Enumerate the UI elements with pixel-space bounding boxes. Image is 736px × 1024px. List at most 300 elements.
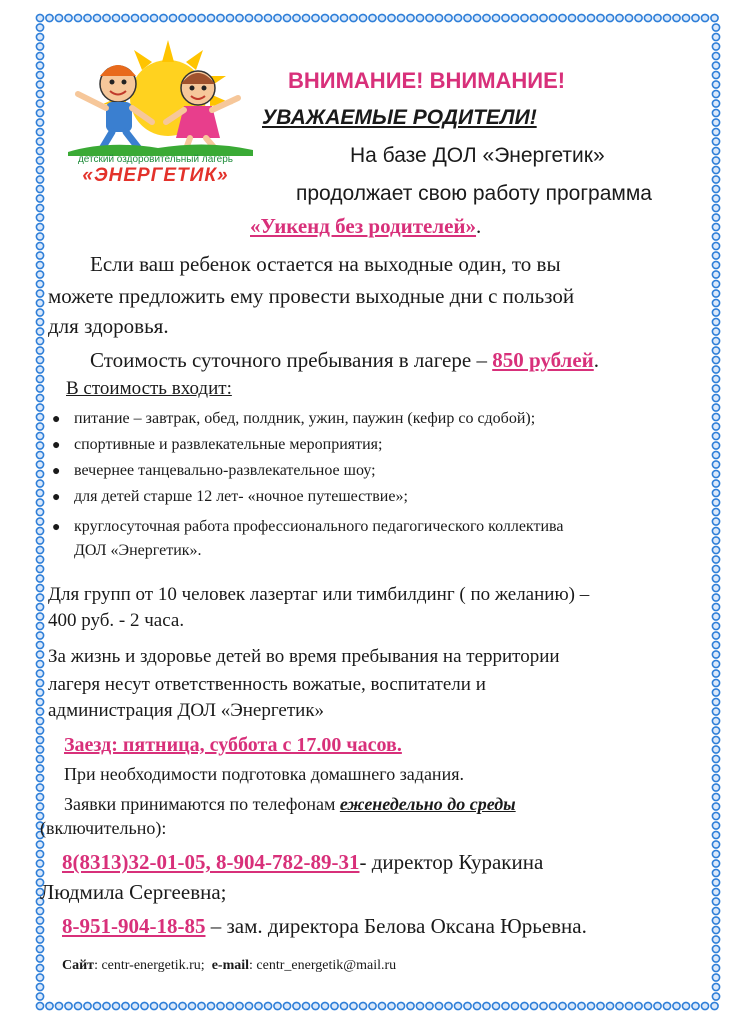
border-dot [712,765,719,772]
border-dot [712,166,719,173]
border-dot [36,214,43,221]
camp-logo [48,36,263,194]
border-dot [712,850,719,857]
border-dot [712,24,719,31]
border-dot [712,860,719,867]
border-dot [712,926,719,933]
email-link[interactable]: : centr_energetik@mail.ru [249,958,397,973]
border-dot [350,14,357,21]
border-dot [454,14,461,21]
border-dot [36,404,43,411]
border-dot [36,81,43,88]
border-dot [103,1002,110,1009]
bullet-icon: ● [52,490,61,505]
price-end: . [593,348,600,372]
border-dot [712,898,719,905]
applications-line [64,794,516,815]
border-dot [359,1002,366,1009]
border-dot [712,147,719,154]
border-dot [712,480,719,487]
border-dot [150,1002,157,1009]
border-dot [578,14,585,21]
border-dot [712,565,719,572]
border-dot [712,508,719,515]
border-dot [36,413,43,420]
border-dot [169,14,176,21]
border-dot [274,1002,281,1009]
border-dot [426,1002,433,1009]
border-dot [36,518,43,525]
border-dot [712,157,719,164]
border-dot [36,109,43,116]
border-dot [226,14,233,21]
includes-item: спортивные и развлекательные мероприятия; [74,436,383,453]
border-dot [36,366,43,373]
border-dot [682,14,689,21]
border-dot [65,1002,72,1009]
border-dot [378,1002,385,1009]
border-dot [578,1002,585,1009]
groups-line-1: Для групп от 10 человек лазертаг или тимбилдинг ( по желанию) – [48,584,590,605]
border-dot [559,14,566,21]
border-dot [283,1002,290,1009]
border-dot [36,556,43,563]
border-dot [712,366,719,373]
border-dot [103,14,110,21]
border-dot [673,14,680,21]
border-dot [712,803,719,810]
border-dot [712,945,719,952]
border-dot [36,223,43,230]
border-dot [540,1002,547,1009]
border-dot [36,299,43,306]
includes-item-continuation: ДОЛ «Энергетик». [74,542,202,559]
border-dot [36,138,43,145]
border-dot [712,575,719,582]
border-dot [712,917,719,924]
border-dot [36,537,43,544]
applications-text: Заявки принимаются по телефонам [64,794,336,814]
border-dot [712,394,719,401]
border-dot [36,252,43,259]
border-dot [549,1002,556,1009]
logo-caption [48,154,263,187]
border-dot [712,907,719,914]
border-dot [397,1002,404,1009]
border-dot [55,14,62,21]
border-dot [712,708,719,715]
border-dot [36,983,43,990]
border-dot [712,261,719,268]
border-dot [606,1002,613,1009]
border-dot [36,470,43,477]
border-dot [274,14,281,21]
border-dot [712,185,719,192]
border-dot [74,1002,81,1009]
border-dot [712,90,719,97]
border-dot [36,176,43,183]
border-dot [84,1002,91,1009]
border-dot [331,14,338,21]
border-dot [340,14,347,21]
border-dot [663,1002,670,1009]
border-dot [712,442,719,449]
price-value: 850 рублей [492,348,594,372]
border-dot [416,14,423,21]
border-dot [179,14,186,21]
program-name: «Уикенд без родителей» [250,214,477,238]
border-dot [36,632,43,639]
border-dot [712,356,719,363]
border-dot [131,14,138,21]
border-dot [36,337,43,344]
border-dot [36,651,43,658]
border-dot [36,774,43,781]
border-dot [36,328,43,335]
border-dot [712,290,719,297]
border-dot [350,1002,357,1009]
price-line [90,348,599,373]
border-dot [160,14,167,21]
border-dot [36,271,43,278]
border-dot [521,14,528,21]
border-dot [454,1002,461,1009]
border-dot [559,1002,566,1009]
border-dot [712,869,719,876]
border-dot [36,964,43,971]
border-dot [464,14,471,21]
border-dot [712,964,719,971]
bullet-icon: ● [52,438,61,453]
border-dot [644,14,651,21]
border-dot [712,670,719,677]
border-dot [198,1002,205,1009]
border-dot [712,518,719,525]
border-dot [616,1002,623,1009]
border-dot [36,204,43,211]
border-dot [712,822,719,829]
applications-deadline: еженедельно до среды [339,794,516,814]
border-dot [568,1002,575,1009]
border-dot [36,461,43,468]
border-dot [55,1002,62,1009]
border-dot [36,860,43,867]
border-dot [712,461,719,468]
border-dot [712,318,719,325]
border-dot [568,14,575,21]
border-dot [701,1002,708,1009]
border-dot [36,423,43,430]
border-dot [712,489,719,496]
border-dot [36,119,43,126]
border-dot [169,1002,176,1009]
border-dot [36,641,43,648]
border-dot [711,1002,718,1009]
footer-contacts [62,958,396,974]
border-dot [46,14,53,21]
border-dot [712,594,719,601]
border-dot [36,727,43,734]
border-dot [597,1002,604,1009]
border-dot [712,347,719,354]
border-dot [36,717,43,724]
border-dot [283,14,290,21]
border-dot [36,708,43,715]
responsibility-line-2: лагеря несут ответственность вожатые, воспитатели и [48,674,486,695]
border-dot [369,14,376,21]
border-dot [141,1002,148,1009]
border-dot [712,432,719,439]
border-dot [712,641,719,648]
border-dot [36,1002,43,1009]
border-dot [36,613,43,620]
border-dot [331,1002,338,1009]
border-dot [36,508,43,515]
border-dot [712,100,719,107]
border-dot [236,1002,243,1009]
border-dot [712,546,719,553]
border-dot [36,24,43,31]
border-dot [530,14,537,21]
border-dot [217,14,224,21]
border-dot [36,442,43,449]
email-label: e-mail [211,958,250,973]
border-dot [36,147,43,154]
border-dot [712,974,719,981]
border-dot [36,185,43,192]
border-dot [464,1002,471,1009]
border-dot [36,290,43,297]
director-role: - директор Куракина [359,850,544,874]
border-dot [701,14,708,21]
border-dot [712,43,719,50]
bullet-icon: ● [52,412,61,427]
border-dot [188,1002,195,1009]
border-dot [445,1002,452,1009]
border-dot [36,689,43,696]
border-dot [36,195,43,202]
border-dot [712,375,719,382]
logo-caption-subtitle: детский оздоровительный лагерь [77,154,234,165]
border-dot [321,1002,328,1009]
border-dot [312,14,319,21]
border-dot [160,1002,167,1009]
border-dot [712,109,719,116]
border-dot [712,138,719,145]
border-dot [293,14,300,21]
border-dot [712,784,719,791]
border-dot [712,717,719,724]
border-dot [255,1002,262,1009]
price-text: Стоимость суточного пребывания в лагере – [90,348,487,372]
border-dot [644,1002,651,1009]
border-dot [712,280,719,287]
border-dot [712,812,719,819]
border-dot [36,480,43,487]
border-dot [36,62,43,69]
border-dot [36,157,43,164]
border-dot [712,983,719,990]
border-dot [530,1002,537,1009]
border-dot [36,575,43,582]
border-dot [712,556,719,563]
border-dot [712,774,719,781]
border-dot [217,1002,224,1009]
border-dot [712,470,719,477]
border-dot [712,527,719,534]
border-dot [712,451,719,458]
border-dot [36,974,43,981]
border-dot [36,546,43,553]
border-dot [712,622,719,629]
border-dot [712,537,719,544]
site-link[interactable]: : centr-energetik.ru; [94,958,205,973]
border-dot [293,1002,300,1009]
border-dot [597,14,604,21]
border-dot [36,755,43,762]
border-dot [483,1002,490,1009]
border-dot [712,71,719,78]
homework-note: При необходимости подготовка домашнего задания. [64,764,464,784]
border-dot [36,347,43,354]
border-dot [36,736,43,743]
border-dot [712,337,719,344]
border-dot [36,489,43,496]
border-dot [712,993,719,1000]
border-dot [226,1002,233,1009]
border-dot [388,1002,395,1009]
border-dot [36,318,43,325]
border-dot [36,670,43,677]
border-dot [635,1002,642,1009]
border-dot [445,14,452,21]
director-phone-link[interactable]: 8(8313)32-01-05, 8-904-782-89-31 [62,850,360,874]
border-dot [122,1002,129,1009]
border-dot [511,14,518,21]
border-dot [712,584,719,591]
border-dot [473,14,480,21]
border-dot [712,223,719,230]
border-dot [36,765,43,772]
border-dot [407,1002,414,1009]
border-dot [36,527,43,534]
border-dot [264,1002,271,1009]
border-dot [378,14,385,21]
intro-line-1: На базе ДОЛ «Энергетик» [350,144,605,167]
border-dot [692,1002,699,1009]
border-dot [625,14,632,21]
border-dot [36,100,43,107]
deputy-role: – зам. директора Белова Оксана Юрьевна. [210,914,587,938]
border-dot [36,679,43,686]
border-dot [663,14,670,21]
border-dot [521,1002,528,1009]
border-dot [502,14,509,21]
border-dot [712,195,719,202]
border-dot [712,651,719,658]
border-dot [36,499,43,506]
border-dot [36,698,43,705]
border-dot [606,14,613,21]
program-line [250,214,481,239]
border-dot [321,14,328,21]
border-dot [712,793,719,800]
border-dot [36,33,43,40]
border-dot [473,1002,480,1009]
includes-heading: В стоимость входит: [66,378,232,399]
border-dot [369,1002,376,1009]
border-dot [245,1002,252,1009]
deputy-phone-link[interactable]: 8-951-904-18-85 [62,914,206,938]
border-dot [46,1002,53,1009]
border-dot [654,14,661,21]
border-dot [36,394,43,401]
border-dot [36,926,43,933]
border-dot [141,14,148,21]
border-dot [36,793,43,800]
border-dot [712,879,719,886]
border-dot [712,698,719,705]
border-dot [74,14,81,21]
border-dot [36,850,43,857]
border-dot [122,14,129,21]
attention-heading: ВНИМАНИЕ! ВНИМАНИЕ! [288,68,566,93]
border-dot [712,936,719,943]
border-dot [36,261,43,268]
border-dot [654,1002,661,1009]
paragraph-line-3: для здоровья. [48,314,169,338]
border-dot [264,14,271,21]
border-dot [712,271,719,278]
border-dot [712,413,719,420]
site-label: Сайт [62,958,95,973]
border-dot [36,917,43,924]
intro-line-2: продолжает свою работу программа [296,182,652,205]
border-dot [416,1002,423,1009]
border-dot [36,90,43,97]
border-dot [36,166,43,173]
bullet-icon: ● [52,464,61,479]
border-dot [712,499,719,506]
border-dot [397,14,404,21]
border-dot [150,14,157,21]
border-dot [711,14,718,21]
border-dot [435,1002,442,1009]
border-dot [483,14,490,21]
border-dot [492,14,499,21]
bullet-icon: ● [52,520,61,535]
border-dot [712,755,719,762]
border-dot [36,233,43,240]
border-dot [36,841,43,848]
border-dot [435,14,442,21]
border-dot [36,128,43,135]
border-dot [712,33,719,40]
border-dot [407,14,414,21]
border-dot [36,432,43,439]
border-dot [712,603,719,610]
border-dot [312,1002,319,1009]
border-dot [36,746,43,753]
border-dot [712,660,719,667]
border-dot [36,869,43,876]
border-dot [712,309,719,316]
paragraph-line-2: можете предложить ему провести выходные дни с пользой [48,284,575,308]
border-dot [112,1002,119,1009]
border-dot [712,385,719,392]
border-dot [198,14,205,21]
border-dot [712,176,719,183]
